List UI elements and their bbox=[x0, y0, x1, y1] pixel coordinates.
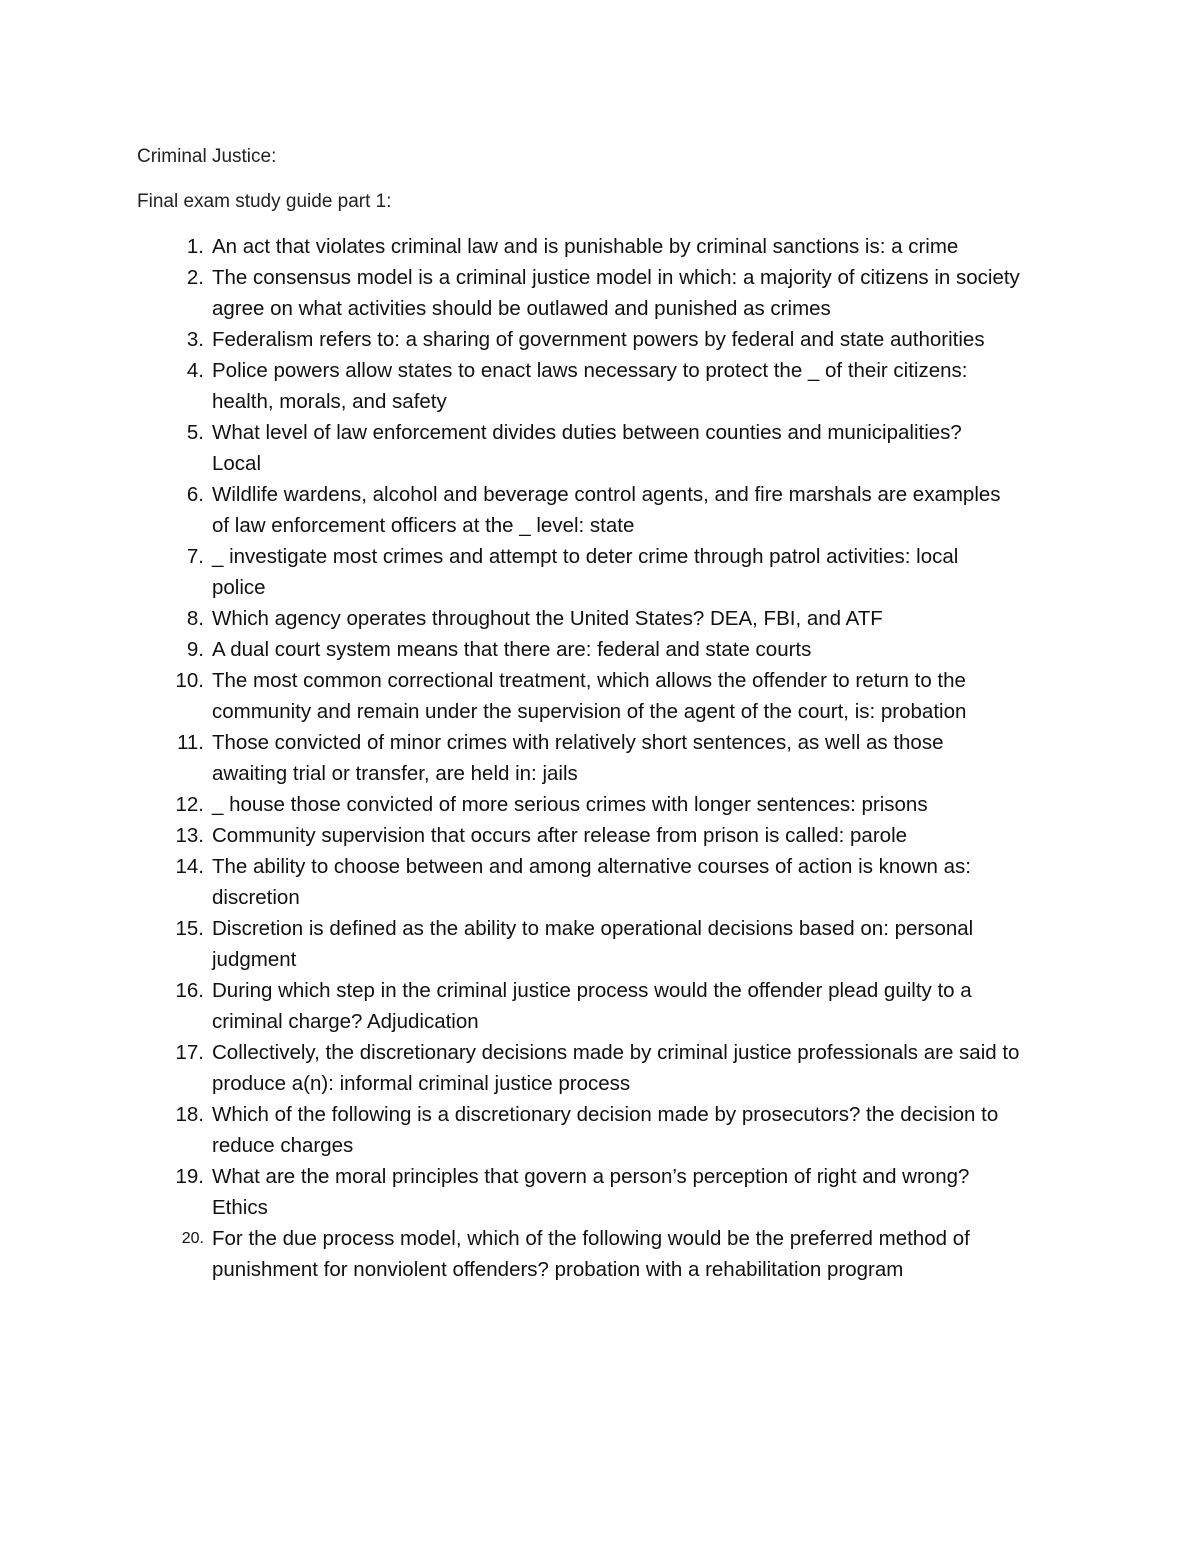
question-text-line: health, morals, and safety bbox=[212, 390, 447, 413]
question-text-line: Wildlife wardens, alcohol and beverage control agents, and fire marshals are examples bbox=[212, 483, 1001, 506]
question-item bbox=[0, 603, 1200, 634]
question-text-line: The consensus model is a criminal justice model in which: a majority of citizens in society bbox=[212, 266, 1020, 289]
question-item bbox=[0, 1223, 1200, 1285]
question-text-line: What level of law enforcement divides duties between counties and municipalities? bbox=[212, 421, 962, 444]
question-number: 11. bbox=[177, 731, 204, 754]
question-text-line: _ investigate most crimes and attempt to deter crime through patrol activities: local bbox=[212, 545, 959, 568]
question-item bbox=[0, 727, 1200, 789]
question-number: 18. bbox=[175, 1103, 204, 1126]
question-item bbox=[0, 975, 1200, 1037]
question-text-line: Which of the following is a discretionary decision made by prosecutors? the decision to bbox=[212, 1103, 999, 1126]
question-number: 9. bbox=[186, 638, 204, 661]
question-number: 12. bbox=[175, 793, 204, 816]
question-number: 8. bbox=[186, 607, 204, 630]
question-text-line: punishment for nonviolent offenders? probation with a rehabilitation program bbox=[212, 1258, 904, 1281]
question-text-line: of law enforcement officers at the _ level: state bbox=[212, 514, 635, 537]
question-number: 7. bbox=[186, 545, 204, 568]
question-text-line: Community supervision that occurs after release from prison is called: parole bbox=[212, 824, 908, 847]
question-number: 20. bbox=[181, 1230, 204, 1247]
question-text-line: agree on what activities should be outlawed and punished as crimes bbox=[212, 297, 831, 320]
question-item bbox=[0, 1037, 1200, 1099]
question-item bbox=[0, 231, 1200, 262]
question-text-line: criminal charge? Adjudication bbox=[212, 1010, 479, 1033]
question-text-line: Those convicted of minor crimes with relatively short sentences, as well as those bbox=[212, 731, 944, 754]
question-text-line: police bbox=[212, 576, 266, 599]
question-text-line: Local bbox=[212, 452, 262, 475]
question-number: 15. bbox=[175, 917, 204, 940]
question-item bbox=[0, 541, 1200, 603]
question-text-line: community and remain under the supervision of the agent of the court, is: probation bbox=[212, 700, 967, 723]
question-text-line: reduce charges bbox=[212, 1134, 354, 1157]
question-item bbox=[0, 634, 1200, 665]
question-number: 10. bbox=[175, 669, 204, 692]
question-text-line: Ethics bbox=[212, 1196, 268, 1219]
question-text-line: During which step in the criminal justice process would the offender plead guilty to a bbox=[212, 979, 972, 1002]
question-text-line: The most common correctional treatment, which allows the offender to return to the bbox=[212, 669, 966, 692]
question-text-line: Discretion is defined as the ability to make operational decisions based on: personal bbox=[212, 917, 974, 940]
question-item bbox=[0, 789, 1200, 820]
question-text-line: What are the moral principles that govern a person’s perception of right and wrong? bbox=[212, 1165, 970, 1188]
question-item bbox=[0, 913, 1200, 975]
question-number: 16. bbox=[175, 979, 204, 1002]
question-number: 14. bbox=[175, 855, 204, 878]
question-text-line: For the due process model, which of the following would be the preferred method of bbox=[212, 1227, 970, 1250]
question-item bbox=[0, 355, 1200, 417]
question-number: 1. bbox=[186, 235, 204, 258]
question-text-line: The ability to choose between and among alternative courses of action is known as: bbox=[212, 855, 971, 878]
question-number: 17. bbox=[175, 1041, 204, 1064]
question-text-line: _ house those convicted of more serious crimes with longer sentences: prisons bbox=[212, 793, 928, 816]
question-number: 19. bbox=[175, 1165, 204, 1188]
question-item bbox=[0, 479, 1200, 541]
question-number: 2. bbox=[186, 266, 204, 289]
question-text-line: Federalism refers to: a sharing of government powers by federal and state authorities bbox=[212, 328, 985, 351]
question-item bbox=[0, 1099, 1200, 1161]
question-number: 3. bbox=[186, 328, 204, 351]
question-text-line: A dual court system means that there are: federal and state courts bbox=[212, 638, 812, 661]
question-number: 5. bbox=[186, 421, 204, 444]
question-item bbox=[0, 417, 1200, 479]
question-text-line: produce a(n): informal criminal justice process bbox=[212, 1072, 631, 1095]
document-title: Criminal Justice: bbox=[137, 146, 277, 167]
question-text-line: discretion bbox=[212, 886, 300, 909]
question-item bbox=[0, 820, 1200, 851]
question-item bbox=[0, 1161, 1200, 1223]
question-text-line: Which agency operates throughout the United States? DEA, FBI, and ATF bbox=[212, 607, 883, 630]
question-number: 13. bbox=[175, 824, 204, 847]
question-number: 6. bbox=[186, 483, 204, 506]
question-item bbox=[0, 324, 1200, 355]
question-item bbox=[0, 665, 1200, 727]
document-subtitle: Final exam study guide part 1: bbox=[137, 191, 392, 212]
question-list bbox=[0, 231, 1200, 1285]
question-text-line: Police powers allow states to enact laws necessary to protect the _ of their citizens: bbox=[212, 359, 968, 382]
question-text-line: awaiting trial or transfer, are held in: jails bbox=[212, 762, 578, 785]
question-text-line: judgment bbox=[212, 948, 297, 971]
question-text-line: An act that violates criminal law and is punishable by criminal sanctions is: a crime bbox=[212, 235, 959, 258]
question-text-line: Collectively, the discretionary decisions made by criminal justice professionals are said to bbox=[212, 1041, 1020, 1064]
question-number: 4. bbox=[186, 359, 204, 382]
question-item bbox=[0, 851, 1200, 913]
question-item bbox=[0, 262, 1200, 324]
